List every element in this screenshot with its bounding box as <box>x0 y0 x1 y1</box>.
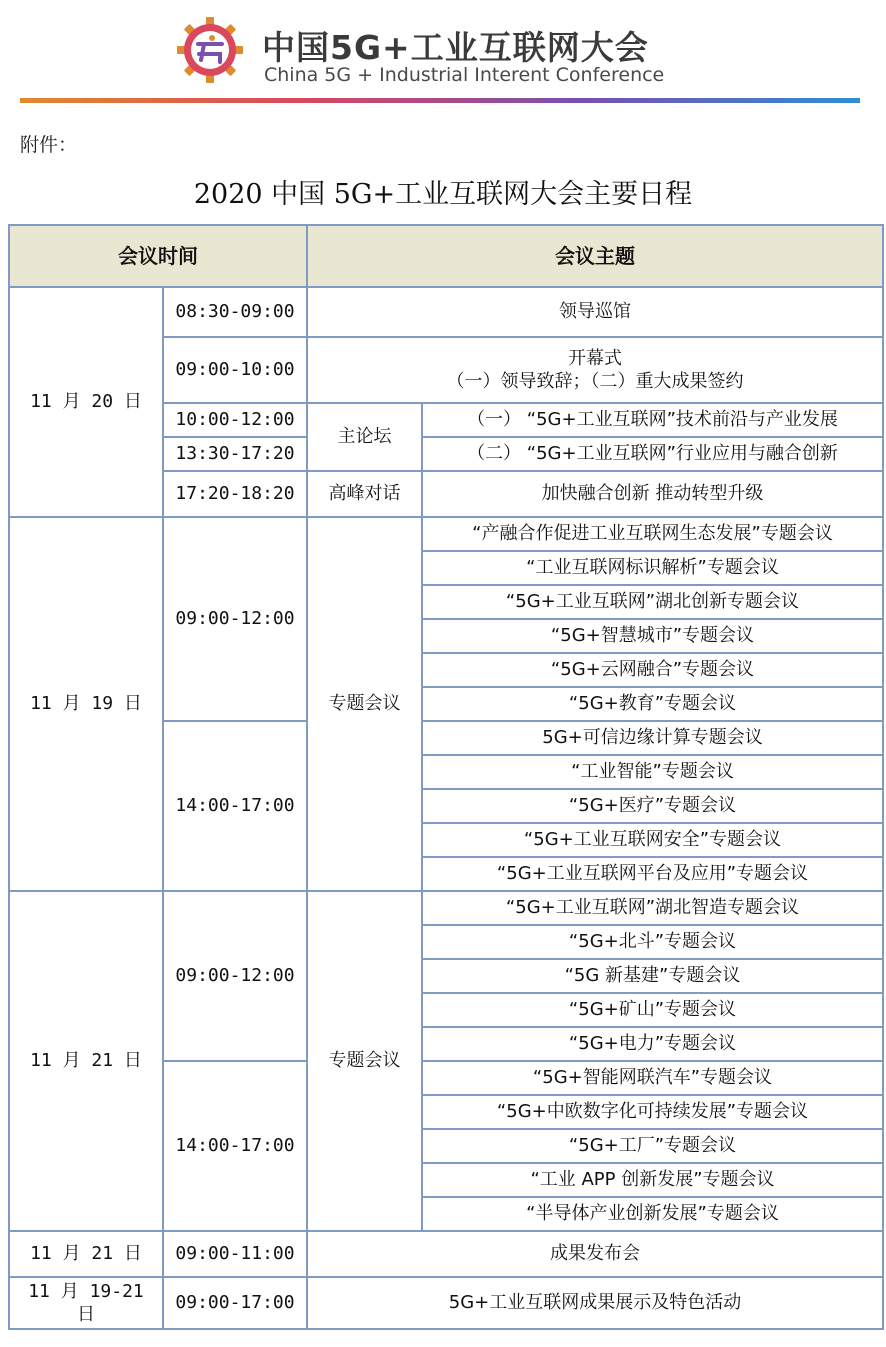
date-cell: 11 月 21 日 <box>9 1231 163 1277</box>
topic-cell: “产融合作促进工业互联网生态发展”专题会议 <box>422 517 883 551</box>
schedule-table <box>8 224 884 1330</box>
conference-gear-logo-icon <box>176 16 244 84</box>
topic-cell: “5G+电力”专题会议 <box>422 1027 883 1061</box>
topic-cell: “工业 APP 创新发展”专题会议 <box>422 1163 883 1197</box>
topic-cell: “半导体产业创新发展”专题会议 <box>422 1197 883 1231</box>
time-cell: 08:30-09:00 <box>163 287 307 337</box>
topic-cell: “5G+北斗”专题会议 <box>422 925 883 959</box>
topic-cell: “5G+云网融合”专题会议 <box>422 653 883 687</box>
topic-cell: 5G+工业互联网成果展示及特色活动 <box>307 1277 883 1329</box>
topic-cell: “5G+教育”专题会议 <box>422 687 883 721</box>
topic-cell: “5G+矿山”专题会议 <box>422 993 883 1027</box>
time-cell: 09:00-12:00 <box>163 517 307 721</box>
header-divider <box>20 98 860 103</box>
table-row <box>9 1231 883 1277</box>
topic-cell: “5G+中欧数字化可持续发展”专题会议 <box>422 1095 883 1129</box>
date-cell: 11 月 19 日 <box>9 517 163 891</box>
topic-cell: “5G+工业互联网”湖北智造专题会议 <box>422 891 883 925</box>
topic-cell: “5G+智慧城市”专题会议 <box>422 619 883 653</box>
time-cell: 09:00-11:00 <box>163 1231 307 1277</box>
topic-line: 开幕式 <box>568 347 622 369</box>
category-cell: 高峰对话 <box>307 471 422 517</box>
topic-cell: 5G+可信边缘计算专题会议 <box>422 721 883 755</box>
category-cell: 专题会议 <box>307 517 422 891</box>
topic-cell: “5G+医疗”专题会议 <box>422 789 883 823</box>
date-cell: 11 月 19-21 日 <box>9 1277 163 1329</box>
topic-cell: “5G+工业互联网安全”专题会议 <box>422 823 883 857</box>
table-row <box>9 517 883 551</box>
date-cell: 11 月 20 日 <box>9 287 163 517</box>
topic-cell: “工业互联网标识解析”专题会议 <box>422 551 883 585</box>
time-cell: 14:00-17:00 <box>163 1061 307 1231</box>
header-topic: 会议主题 <box>307 225 883 287</box>
attachment-label: 附件： <box>20 134 78 156</box>
time-cell: 10:00-12:00 <box>163 403 307 437</box>
topic-cell: 加快融合创新 推动转型升级 <box>422 471 883 517</box>
header-time: 会议时间 <box>9 225 307 287</box>
time-cell: 09:00-10:00 <box>163 337 307 403</box>
topic-cell: （一） “5G+工业互联网”技术前沿与产业发展 <box>422 403 883 437</box>
table-header-row <box>9 225 883 287</box>
time-cell: 14:00-17:00 <box>163 721 307 891</box>
topic-cell: “工业智能”专题会议 <box>422 755 883 789</box>
topic-cell: “5G+工业互联网”湖北创新专题会议 <box>422 585 883 619</box>
conference-title-cn: 中国5G+工业互联网大会 <box>262 28 649 67</box>
table-row <box>9 1277 883 1329</box>
table-row <box>9 891 883 925</box>
topic-cell <box>307 337 883 403</box>
table-row <box>9 287 883 337</box>
document-title: 2020 中国 5G+工业互联网大会主要日程 <box>193 179 693 210</box>
topic-cell: “5G+工厂”专题会议 <box>422 1129 883 1163</box>
page-header <box>0 0 886 110</box>
category-cell: 专题会议 <box>307 891 422 1231</box>
time-cell: 17:20-18:20 <box>163 471 307 517</box>
topic-cell: 领导巡馆 <box>307 287 883 337</box>
time-cell: 09:00-17:00 <box>163 1277 307 1329</box>
topic-cell: （二） “5G+工业互联网”行业应用与融合创新 <box>422 437 883 471</box>
topic-cell: “5G+智能网联汽车”专题会议 <box>422 1061 883 1095</box>
time-cell: 13:30-17:20 <box>163 437 307 471</box>
conference-title-en: China 5G + Industrial Interent Conference <box>264 64 665 86</box>
category-cell: 主论坛 <box>307 403 422 471</box>
topic-cell: 成果发布会 <box>307 1231 883 1277</box>
topic-cell: “5G+工业互联网平台及应用”专题会议 <box>422 857 883 891</box>
date-cell: 11 月 21 日 <box>9 891 163 1231</box>
time-cell: 09:00-12:00 <box>163 891 307 1061</box>
topic-line: （一）领导致辞；（二）重大成果签约 <box>446 371 744 392</box>
topic-cell: “5G 新基建”专题会议 <box>422 959 883 993</box>
